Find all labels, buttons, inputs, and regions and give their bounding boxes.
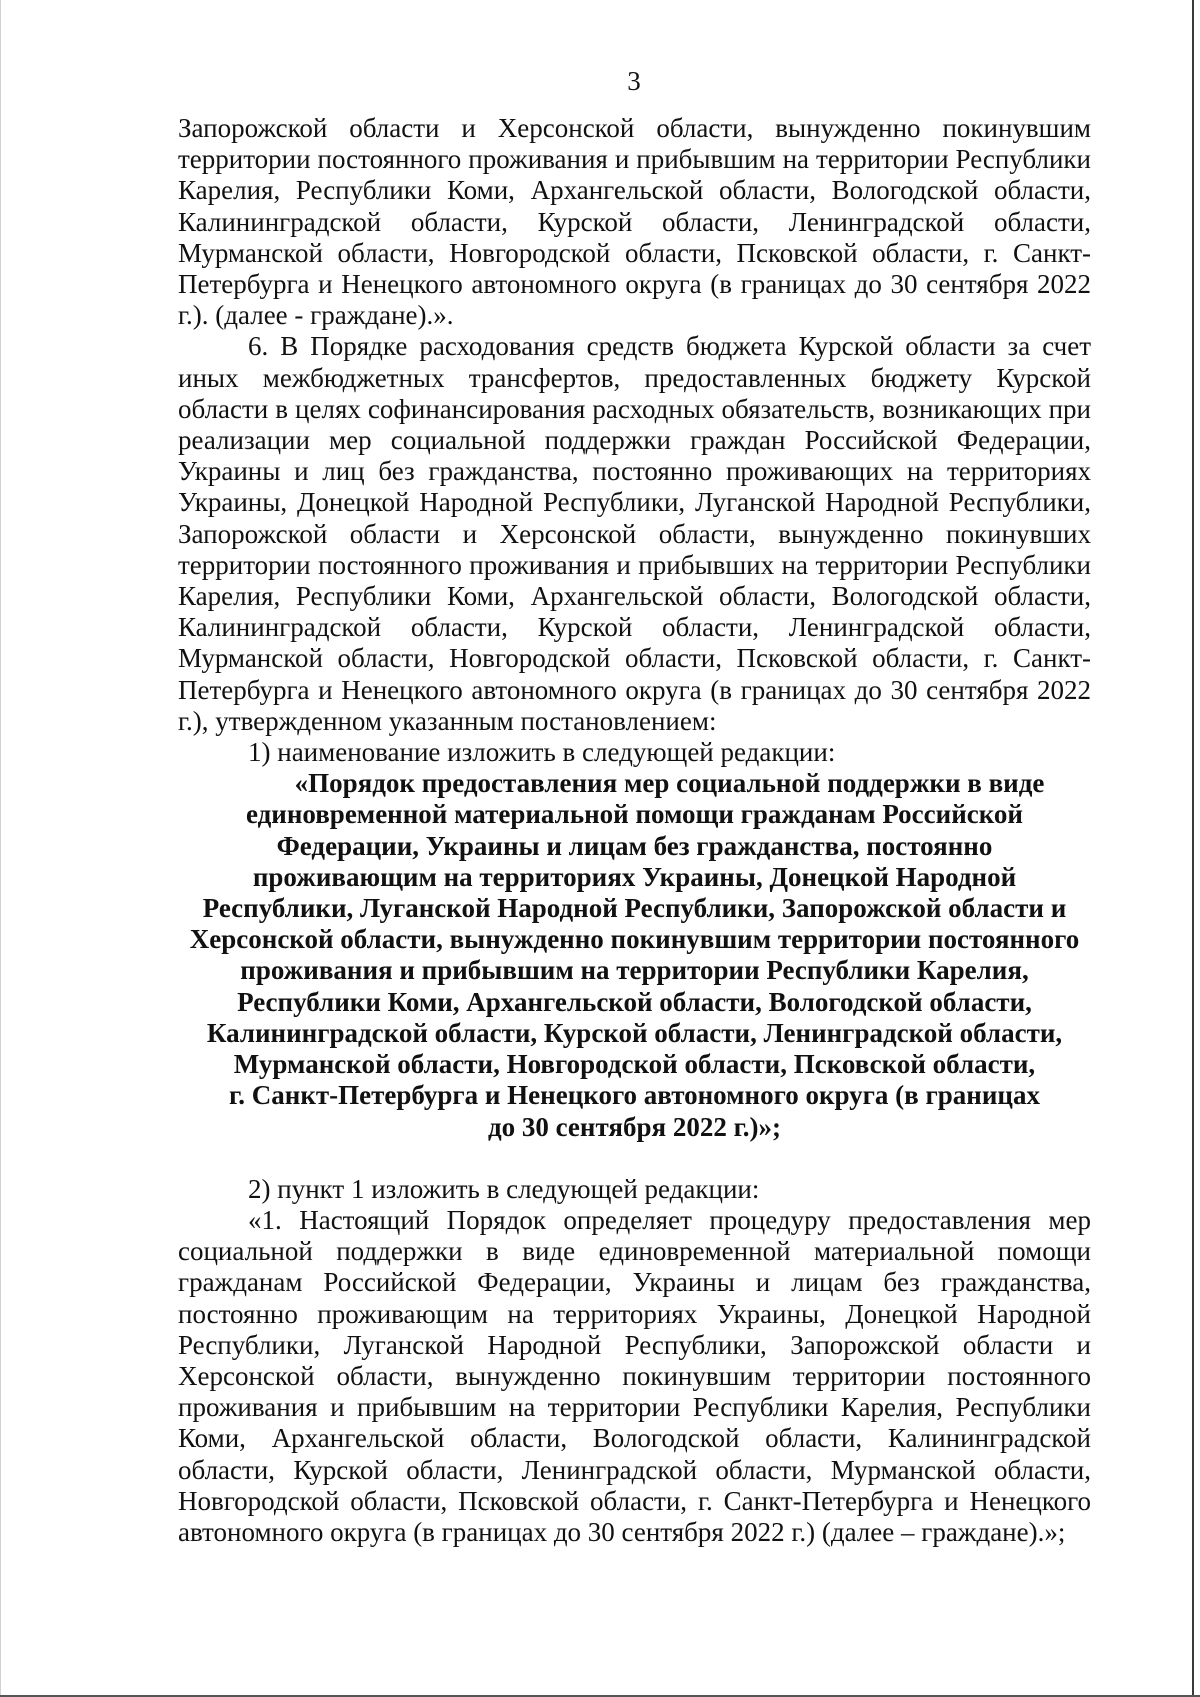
paragraph-point-1-text: «1. Настоящий Порядок определяет процедуру предоставления мер социальной поддержки в виде единовременной материальной помощи гражданам Российской Федерации, Украины и лицам без гражданства, постоянно проживающим на территориях Украины, Донецкой Народной Республики, Луганской Народной Республики, Запорожской области и Херсонской области, вынужденно покинувшим территории постоянного проживания и прибывшим на территории Республики Карелия, Республики Коми, Архангельской области, Вологодской области, Калининградской области, Курской области, Ленинградской области, Мурманской области, Новгородской области, Псковской области, г. Санкт-Петербурга и Ненецкого автономного округа (в границах до 30 сентября 2022 г.) (далее – граждане).»; [178, 1204, 1091, 1547]
blank-line [178, 1143, 1091, 1174]
title-line: Республики, Луганской Народной Республики, Запорожской области и [202, 893, 1067, 924]
title-line: «Порядок предоставления мер социальной поддержки в виде [294, 768, 1045, 799]
page-number: 3 [627, 66, 641, 96]
document-body [178, 113, 1091, 1548]
title-line: Федерации, Украины и лицам без гражданства, постоянно [276, 830, 993, 861]
title-line: Калининградской области, Курской области, Ленинградской области, [206, 1017, 1063, 1048]
paragraph-continuation: Запорожской области и Херсонской области, вынужденно покинувшим территории постоянного проживания и прибывшим на территории Республики Карелия, Республики Коми, Архангельской области, Вологодской области, Калининградской области, Курской области, Ленинградской области, Мурманской области, Новгородской области, Псковской области, г. Санкт-Петербурга и Ненецкого автономного округа (в границах до 30 сентября 2022 г.). (далее - граждане).». [178, 113, 1091, 331]
scan-edge-left [0, 0, 1, 1697]
title-line: проживания и прибывшим на территории Республики Карелия, [240, 955, 1029, 986]
title-line: Республики Коми, Архангельской области, Вологодской области, [237, 986, 1032, 1017]
bold-title-block [178, 768, 1091, 1142]
title-line: г. Санкт-Петербурга и Ненецкого автономного округа (в границах [229, 1080, 1040, 1111]
paragraph-item-6: 6. В Порядке расходования средств бюджета Курской области за счет иных межбюджетных трансфертов, предоставленных бюджету Курской области в целях софинансирования расходных обязательств, возникающих при реализации мер социальной поддержки граждан Российской Федерации, Украины и лиц без гражданства, постоянно проживающих на территориях Украины, Донецкой Народной Республики, Луганской Народной Республики, Запорожской области и Херсонской области, вынужденно покинувших территории постоянного проживания и прибывших на территории Республики Карелия, Республики Коми, Архангельской области, Вологодской области, Калининградской области, Курской области, Ленинградской области, Мурманской области, Новгородской области, Псковской области, г. Санкт-Петербурга и Ненецкого автономного округа (в границах до 30 сентября 2022 г.), утвержденном указанным постановлением: [178, 331, 1091, 736]
title-line: единовременной материальной помощи гражданам Российской [246, 799, 1023, 830]
title-line: Херсонской области, вынужденно покинувшим территории постоянного [189, 924, 1080, 955]
title-line: до 30 сентября 2022 г.)»; [487, 1111, 782, 1142]
paragraph-subitem-1: 1) наименование изложить в следующей редакции: [248, 737, 836, 768]
paragraph-subitem-2: 2) пункт 1 изложить в следующей редакции: [248, 1173, 760, 1204]
title-line: Мурманской области, Новгородской области, Псковской области, [233, 1049, 1036, 1080]
scan-edge-right [1192, 0, 1194, 1697]
title-line: проживающим на территориях Украины, Донецкой Народной [252, 861, 1017, 892]
